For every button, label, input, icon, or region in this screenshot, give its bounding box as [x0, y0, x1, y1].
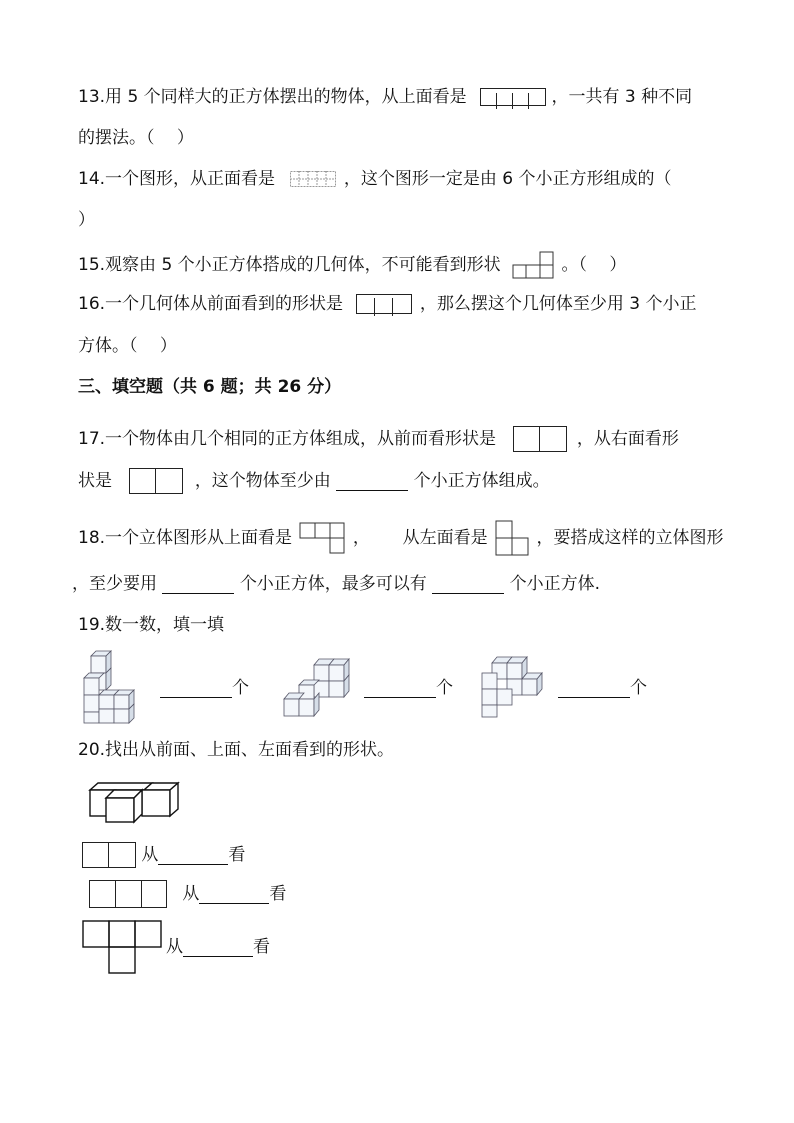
q17-answer-blank[interactable]: [336, 472, 408, 491]
q15-shape: [512, 251, 554, 279]
q14-text-b: ，这个图形一定是由 6 个小正方形组成的（: [343, 169, 672, 189]
q20-from-2: 从: [182, 884, 200, 904]
q19-cube-figure-2: [282, 655, 358, 719]
question-13-line-2: [78, 126, 194, 150]
q17-text-e: 个小正方体组成。: [413, 471, 550, 491]
q14-front-view-grid: [290, 171, 336, 187]
q18-left-view-shape: [495, 520, 529, 556]
q18-max-answer-blank[interactable]: [432, 575, 504, 594]
q20-option-1-shape: [82, 842, 136, 868]
q18-min-answer-blank[interactable]: [162, 575, 234, 594]
q18-top-view-shape: [299, 522, 345, 554]
question-18-line-2: [72, 572, 600, 596]
q13-text-a: 13.用 5 个同样大的正方体摆出的物体，从上面看是: [78, 87, 467, 107]
q18-text-f: 个小正方体，最多可以有: [239, 574, 427, 594]
q19-answer-1: [160, 676, 249, 700]
q19-unit-2: 个: [436, 678, 453, 698]
q20-look-3: 看: [253, 937, 270, 957]
q15-text-a: 15.观察由 5 个小正方体搭成的几何体，不可能看到形状: [78, 255, 501, 275]
question-17-line-2: [78, 468, 550, 492]
q18-text-g: 个小正方体.: [509, 574, 601, 594]
q20-option-2: [89, 880, 286, 910]
q17-front-view-shape: [513, 426, 567, 452]
q17-text-b: ，从右面看形: [576, 429, 679, 449]
q19-cube-figure-3: [478, 653, 554, 719]
q20-option-3: [166, 935, 270, 959]
q20-answer-blank-3[interactable]: [183, 938, 253, 957]
question-17-line-1: [78, 426, 679, 450]
q19-answer-2: [364, 676, 453, 700]
q20-from-1: 从: [141, 845, 159, 865]
q17-text-c: 状是: [78, 471, 112, 491]
q20-option-3-shape: [82, 920, 166, 976]
q20-look-1: 看: [228, 845, 246, 865]
question-14-line-2: [78, 208, 95, 232]
q19-answer-blank-3[interactable]: [558, 679, 630, 698]
question-18-line-1: [78, 520, 724, 548]
q14-text-c: ）: [78, 210, 95, 230]
q19-answer-blank-2[interactable]: [364, 679, 436, 698]
q16-text-a: 16.一个几何体从前面看到的形状是: [78, 294, 344, 314]
q17-text-d: ，这个物体至少由: [194, 471, 331, 491]
q19-unit-1: 个: [232, 678, 249, 698]
question-16-line-2: [78, 334, 177, 358]
q13-top-view-shape: [480, 88, 546, 106]
q18-text-c: 从左面看是: [402, 528, 488, 548]
q19-answer-blank-1[interactable]: [160, 679, 232, 698]
q19-answer-3: [558, 676, 647, 700]
q15-text-b: 。（ ）: [561, 255, 627, 275]
q20-from-3: 从: [166, 937, 183, 957]
q20-option-1: [82, 842, 245, 870]
question-14-line-1: [78, 167, 671, 191]
question-20-title: 20.找出从前面、上面、左面看到的形状。: [78, 740, 395, 760]
q18-text-e: ，至少要用: [72, 574, 157, 594]
q18-text-a: 18.一个立体图形从上面看是: [78, 528, 293, 548]
q16-text-b: ，那么摆这个几何体至少用 3 个小正: [419, 294, 697, 314]
q18-text-b: ，: [352, 528, 370, 548]
q17-right-view-shape: [129, 468, 183, 494]
q20-answer-blank-2[interactable]: [199, 885, 269, 904]
q20-look-2: 看: [269, 884, 287, 904]
q14-text-a: 14.一个图形，从正面看是: [78, 169, 276, 189]
question-19-title: 19.数一数，填一填: [78, 615, 225, 635]
q20-cube-figure: [88, 782, 184, 824]
q17-text-a: 17.一个物体由几个相同的正方体组成，从前而看形状是: [78, 429, 497, 449]
q13-text-b: ，一共有 3 种不同: [551, 87, 693, 107]
q20-option-2-shape: [89, 880, 167, 908]
q13-text-c: 的摆法。（ ）: [78, 128, 194, 148]
q18-text-d: ，要搭成这样的立体图形: [536, 528, 724, 548]
question-13-line-1: [78, 85, 692, 109]
question-15-line: [78, 251, 626, 275]
q19-unit-3: 个: [630, 678, 647, 698]
q16-text-c: 方体。（ ）: [78, 336, 177, 356]
q16-front-view-shape: [356, 294, 412, 314]
section-3-heading: 三、填空题（共 6 题；共 26 分）: [78, 377, 342, 397]
q19-cube-figure-1: [80, 648, 152, 724]
q20-answer-blank-1[interactable]: [158, 846, 228, 865]
question-16-line-1: [78, 292, 696, 316]
